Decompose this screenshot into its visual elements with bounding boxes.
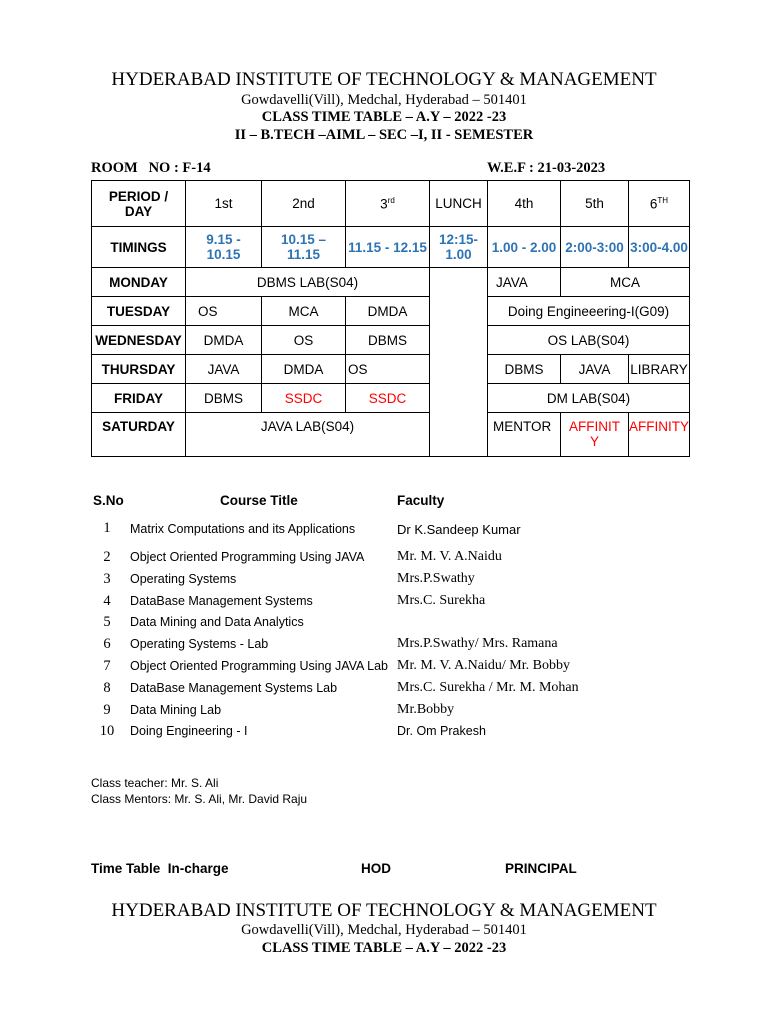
friday-period-2: SSDC	[262, 384, 346, 413]
timing-period-6: 3:00-4.00	[629, 227, 690, 268]
class-mentors: Class Mentors: Mr. S. Ali, Mr. David Raju	[91, 792, 308, 806]
monday-morning: DBMS LAB(S04)	[186, 268, 430, 297]
saturday-period-6: AFFINITY	[629, 413, 690, 457]
course-title: Object Oriented Programming Using JAVA Lab	[130, 659, 388, 673]
course-sno: 1	[103, 520, 111, 536]
hod-signature: HOD	[361, 861, 391, 876]
wednesday-row	[92, 326, 690, 355]
tuesday-afternoon: Doing Engineeering-I(G09)	[488, 297, 690, 326]
timetable-incharge-signature: Time Table In-charge	[91, 861, 229, 876]
course-title: Operating Systems - Lab	[130, 637, 269, 651]
sno-header: S.No	[93, 493, 124, 508]
timing-period-3: 11.15 - 12.15	[346, 227, 430, 268]
saturday-row	[92, 413, 690, 457]
course-sno: 4	[103, 593, 111, 609]
course-sno: 7	[103, 658, 111, 674]
course-faculty: Mrs.P.Swathy	[397, 571, 475, 586]
course-faculty: Mrs.C. Surekha	[397, 593, 486, 608]
saturday-period-4: MENTOR	[488, 413, 561, 457]
course-title: Data Mining Lab	[130, 703, 222, 717]
period-4-header: 4th	[488, 181, 561, 227]
saturday-period-5: AFFINIT Y	[561, 413, 629, 457]
wednesday-period-2: OS	[262, 326, 346, 355]
period-1-header: 1st	[186, 181, 262, 227]
timetable	[91, 180, 690, 457]
footer-timetable-title: CLASS TIME TABLE – A.Y – 2022 -23	[261, 940, 507, 956]
footer-institute-address: Gowdavelli(Vill), Medchal, Hyderabad – 501401	[241, 922, 527, 938]
timing-period-4: 1.00 - 2.00	[488, 227, 561, 268]
lunch-break-cell	[430, 268, 488, 457]
course-faculty: Dr. Om Prakesh	[397, 724, 486, 738]
course-faculty: Mr. M. V. A.Naidu	[397, 549, 502, 564]
course-title: DataBase Management Systems	[130, 594, 313, 608]
period-6-suffix: TH	[657, 195, 669, 205]
institute-name: HYDERABAD INSTITUTE OF TECHNOLOGY & MANAGEMENT	[111, 69, 657, 90]
period-5-header: 5th	[561, 181, 629, 227]
timing-lunch: 12:15- 1.00	[430, 227, 488, 268]
course-sno: 6	[103, 636, 111, 652]
day-monday: MONDAY	[92, 268, 186, 297]
timings-label: TIMINGS	[92, 227, 186, 268]
course-title: Operating Systems	[130, 572, 237, 586]
monday-period-5-6: MCA	[561, 268, 690, 297]
monday-period-4: JAVA	[488, 268, 561, 297]
thursday-period-4: DBMS	[488, 355, 561, 384]
day-friday: FRIDAY	[92, 384, 186, 413]
timing-period-5: 2:00-3:00	[561, 227, 629, 268]
period-day-header: PERIOD / DAY	[92, 181, 186, 227]
thursday-period-6: LIBRARY	[629, 355, 690, 384]
day-tuesday: TUESDAY	[92, 297, 186, 326]
wednesday-period-1: DMDA	[186, 326, 262, 355]
thursday-period-2: DMDA	[262, 355, 346, 384]
course-faculty: Mr. M. V. A.Naidu/ Mr. Bobby	[397, 658, 570, 673]
period-2-header: 2nd	[262, 181, 346, 227]
wednesday-period-3: DBMS	[346, 326, 430, 355]
tuesday-period-3: DMDA	[346, 297, 430, 326]
course-sno: 3	[103, 571, 111, 587]
friday-row	[92, 384, 690, 413]
period-3-suffix: rd	[387, 195, 395, 205]
period-row	[92, 181, 690, 227]
course-title: Matrix Computations and its Applications	[130, 522, 356, 536]
timing-period-2: 10.15 – 11.15	[262, 227, 346, 268]
friday-period-1: DBMS	[186, 384, 262, 413]
principal-signature: PRINCIPAL	[505, 861, 577, 876]
friday-afternoon: DM LAB(S04)	[488, 384, 690, 413]
course-title: DataBase Management Systems Lab	[130, 681, 338, 695]
thursday-row	[92, 355, 690, 384]
course-title: Data Mining and Data Analytics	[130, 615, 304, 629]
course-title: Object Oriented Programming Using JAVA	[130, 550, 365, 564]
friday-period-3: SSDC	[346, 384, 430, 413]
course-sno: 5	[103, 614, 111, 630]
period-6-header	[629, 181, 690, 227]
tuesday-period-1: OS	[186, 297, 262, 326]
day-saturday: SATURDAY	[92, 413, 186, 457]
course-faculty: Mr.Bobby	[397, 702, 455, 717]
tuesday-period-2: MCA	[262, 297, 346, 326]
class-teacher: Class teacher: Mr. S. Ali	[91, 776, 219, 790]
course-sno: 2	[103, 549, 111, 565]
class-details: II – B.TECH –AIML – SEC –I, II - SEMESTER	[234, 127, 534, 143]
course-faculty: Mrs.C. Surekha / Mr. M. Mohan	[397, 680, 579, 695]
period-3-header	[346, 181, 430, 227]
course-faculty: Dr K.Sandeep Kumar	[397, 522, 521, 537]
thursday-period-3: OS	[346, 355, 430, 384]
wednesday-afternoon: OS LAB(S04)	[488, 326, 690, 355]
timings-row	[92, 227, 690, 268]
monday-row	[92, 268, 690, 297]
period-6-label: 6	[649, 196, 658, 212]
day-thursday: THURSDAY	[92, 355, 186, 384]
wef-date: W.E.F : 21-03-2023	[487, 160, 606, 176]
day-wednesday: WEDNESDAY	[92, 326, 186, 355]
period-3-label: 3	[380, 196, 388, 212]
course-title: Doing Engineering - I	[130, 724, 248, 738]
lunch-header: LUNCH	[430, 181, 488, 227]
timetable-title: CLASS TIME TABLE – A.Y – 2022 -23	[261, 109, 507, 125]
course-sno: 10	[99, 723, 115, 739]
course-sno: 9	[103, 702, 111, 718]
room-number: ROOM NO : F-14	[91, 160, 211, 176]
faculty-header: Faculty	[397, 493, 445, 508]
timing-period-1: 9.15 - 10.15	[186, 227, 262, 268]
thursday-period-5: JAVA	[561, 355, 629, 384]
institute-address: Gowdavelli(Vill), Medchal, Hyderabad – 501401	[241, 92, 527, 108]
course-title-header: Course Title	[220, 493, 298, 508]
tuesday-row	[92, 297, 690, 326]
course-faculty: Mrs.P.Swathy/ Mrs. Ramana	[397, 636, 558, 651]
footer-institute-name: HYDERABAD INSTITUTE OF TECHNOLOGY & MANAGEMENT	[111, 900, 657, 921]
thursday-period-1: JAVA	[186, 355, 262, 384]
saturday-morning: JAVA LAB(S04)	[186, 413, 430, 457]
course-sno: 8	[103, 680, 111, 696]
